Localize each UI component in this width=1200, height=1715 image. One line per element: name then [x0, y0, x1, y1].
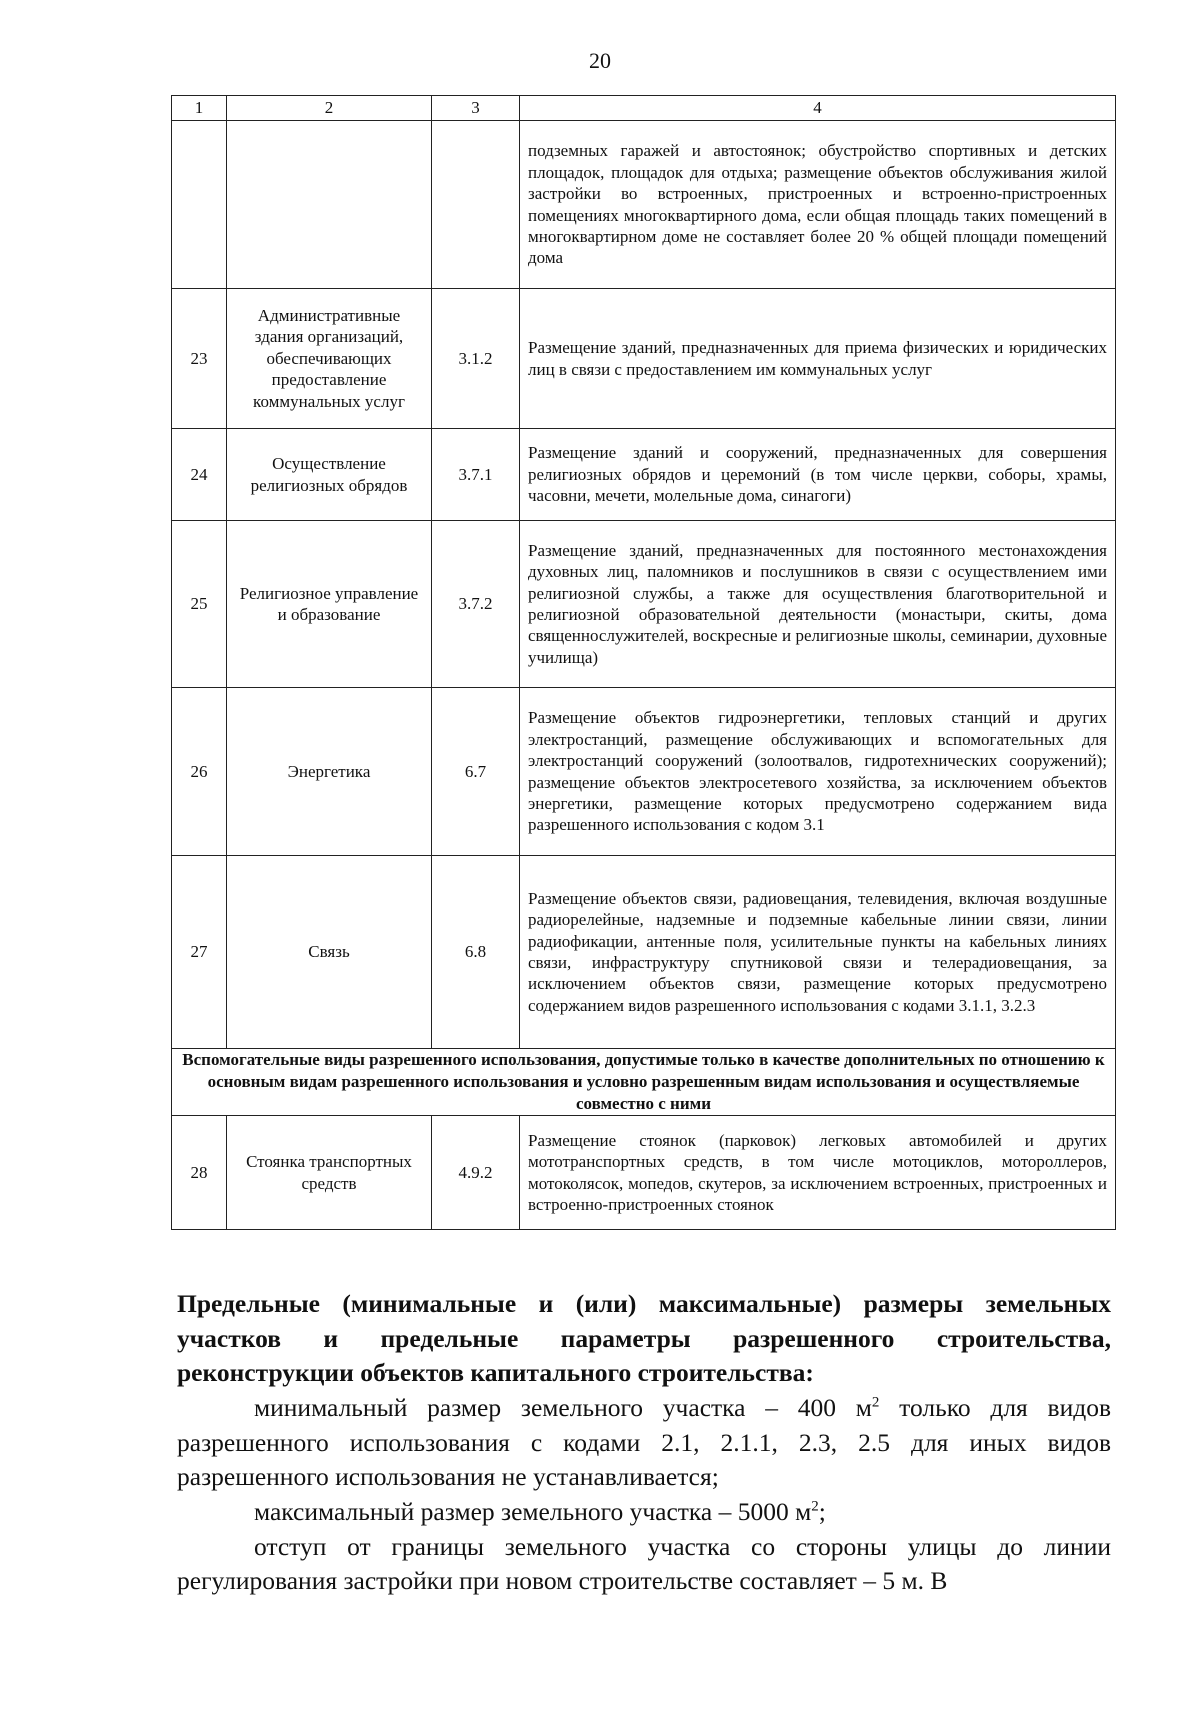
use-type-name — [227, 121, 432, 289]
row-number: 25 — [172, 521, 227, 688]
use-type-code: 4.9.2 — [432, 1116, 520, 1230]
use-type-description: Размещение объектов гидроэнергетики, тепловых станций и других электростанций, размещение обслуживающих и вспомогательных для электростанций сооружений (золоотвалов, гидротехнических сооружений); размещение объектов электросетевого хозяйства, за исключением объектов энергетики, размещение которых предусмотрено содержанием вида разрешенного использования с кодом 3.1 — [520, 688, 1116, 856]
paragraph-text: максимальный размер земельного участка – 5000 м — [254, 1497, 812, 1527]
land-use-table — [171, 95, 1116, 1230]
table-row-26 — [172, 688, 1116, 856]
row-number: 24 — [172, 429, 227, 521]
row-number: 26 — [172, 688, 227, 856]
table-row-continuation — [172, 121, 1116, 289]
use-type-description: Размещение зданий, предназначенных для постоянного местонахождения духовных лиц, паломников и послушников в связи с осуществлением ими религиозной службы, а также для осуществления благотворительной и религиозной образовательной деятельности (монастыри, скиты, дома священнослужителей, воскресные и религиозные школы, семинарии, духовные училища) — [520, 521, 1116, 688]
row-number: 27 — [172, 856, 227, 1049]
use-type-name: Энергетика — [227, 688, 432, 856]
table-row-24 — [172, 429, 1116, 521]
paragraph-text: ; — [818, 1497, 826, 1527]
column-header-3: 3 — [432, 96, 520, 121]
paragraph-max-size — [177, 1495, 1111, 1530]
use-type-description: Размещение зданий и сооружений, предназначенных для совершения религиозных обрядов и церемоний (в том числе церкви, соборы, храмы, часовни, мечети, молельные дома, синагоги) — [520, 429, 1116, 521]
use-type-name: Стоянка транспортных средств — [227, 1116, 432, 1230]
paragraph-setback: отступ от границы земельного участка со стороны улицы до линии регулирования застройки при новом строительстве составляет – 5 м. В — [177, 1531, 1111, 1596]
use-type-name: Осуществление религиозных обрядов — [227, 429, 432, 521]
use-type-code: 3.1.2 — [432, 289, 520, 429]
column-header-2: 2 — [227, 96, 432, 121]
table-header-row — [172, 96, 1116, 121]
use-type-name: Религиозное управление и образование — [227, 521, 432, 688]
table-row-23 — [172, 289, 1116, 429]
page-number: 20 — [589, 48, 611, 73]
use-type-description: Размещение объектов связи, радиовещания, телевидения, включая воздушные радиорелейные, надземные и подземные кабельные линии связи, линии радиофикации, антенные поля, усилительные пункты на кабельных линиях связи, инфраструктуру спутниковой связи и телерадиовещания, за исключением объектов связи, размещение которых предусмотрено содержанием видов разрешенного использования с кодами 3.1.1, 3.2.3 — [520, 856, 1116, 1049]
superscript: 2 — [871, 1394, 880, 1411]
table-row-28 — [172, 1116, 1116, 1230]
row-number: 23 — [172, 289, 227, 429]
use-type-description: Размещение зданий, предназначенных для приема физических и юридических лиц в связи с предоставлением им коммунальных услуг — [520, 289, 1116, 429]
row-number — [172, 121, 227, 289]
use-type-name: Административные здания организаций, обеспечивающих предоставление коммунальных услуг — [227, 289, 432, 429]
paragraph-text: минимальный размер земельного участка – 400 м — [254, 1393, 872, 1423]
superscript: 2 — [811, 1498, 819, 1515]
body-text — [177, 1287, 1111, 1599]
use-type-code: 6.8 — [432, 856, 520, 1049]
table-row-27 — [172, 856, 1116, 1049]
use-type-description: Размещение стоянок (парковок) легковых автомобилей и других мототранспортных средств, в том числе мотоциклов, мотороллеров, мотоколясок, мопедов, скутеров, за исключением встроенных, пристроенных и встроенно-пристроенных стоянок — [520, 1116, 1116, 1230]
column-header-4: 4 — [520, 96, 1116, 121]
paragraph-min-size — [177, 1391, 1111, 1495]
row-number: 28 — [172, 1116, 227, 1230]
table-row-25 — [172, 521, 1116, 688]
use-type-description: подземных гаражей и автостоянок; обустройство спортивных и детских площадок, площадок для отдыха; размещение объектов обслуживания жилой застройки во встроенных, пристроенных и встроенно-пристроенных помещениях многоквартирного дома, если общая площадь таких помещений в многоквартирном доме не составляет более 20 % общей площади помещений дома — [520, 121, 1116, 289]
section-title: Вспомогательные виды разрешенного использования, допустимые только в качестве дополнительных по отношению к основным видам разрешенного использования и условно разрешенным видам использования и осуществляемые совместно с ними — [172, 1049, 1116, 1116]
use-type-code: 3.7.1 — [432, 429, 520, 521]
column-header-1: 1 — [172, 96, 227, 121]
use-type-code: 3.7.2 — [432, 521, 520, 688]
paragraph-text: только для видов разрешенного использования с кодами 2.1, 2.1.1, 2.3, 2.5 для иных видов разрешенного использования не устанавливается; — [177, 1393, 1111, 1492]
use-type-code — [432, 121, 520, 289]
section-heading: Предельные (минимальные и (или) максимальные) размеры земельных участков и предельные параметры разрешенного строительства, реконструкции объектов капитального строительства: — [177, 1289, 1111, 1388]
use-type-name: Связь — [227, 856, 432, 1049]
use-type-code: 6.7 — [432, 688, 520, 856]
table-section-row — [172, 1049, 1116, 1116]
